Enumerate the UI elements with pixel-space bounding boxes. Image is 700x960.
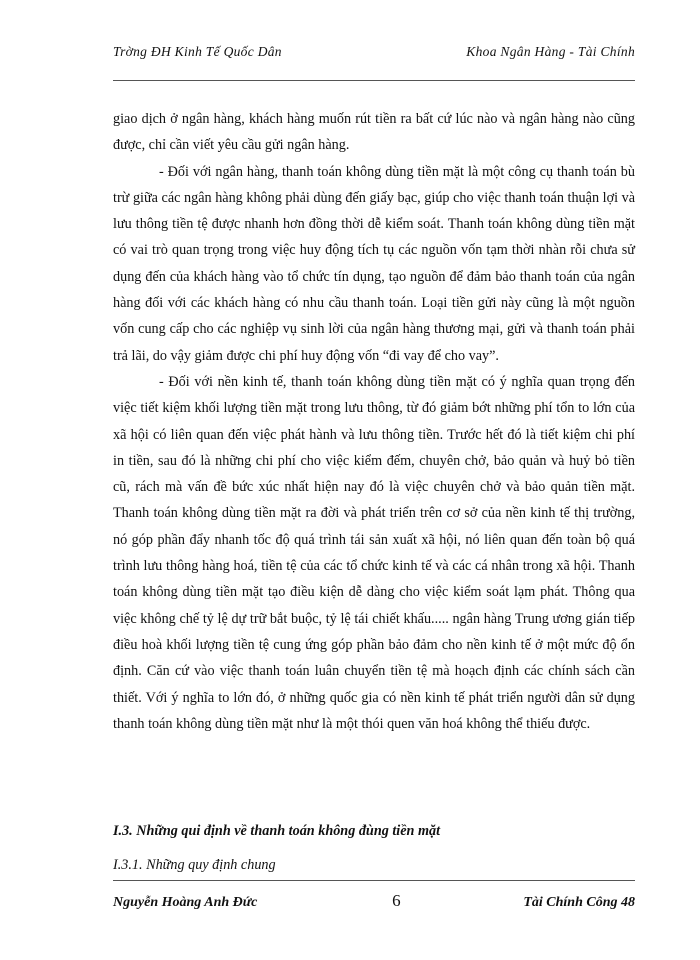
page-number: 6 bbox=[392, 891, 401, 910]
page-header bbox=[113, 44, 635, 60]
paragraph-continuation: giao dịch ở ngân hàng, khách hàng muốn rút tiền ra bất cứ lúc nào và ngân hàng nào cũng được, chỉ cần viết yêu cầu gửi ngân hàng. bbox=[113, 111, 635, 154]
footer-author: Nguyễn Hoàng Anh Đức bbox=[113, 895, 258, 910]
subsection-heading: I.3.1. Những quy định chung bbox=[113, 857, 276, 873]
header-university: Trờng ĐH Kinh Tế Quốc Dân bbox=[113, 44, 282, 59]
paragraph-economy: - Đối với nền kinh tế, thanh toán không dùng tiền mặt có ý nghĩa quan trọng đến việc tiết kiệm khối lượng tiền mặt trong lưu thông, từ đó giảm bớt những phí tổn to lớn của xã hội có liên quan đến việc phát hành và lưu thông tiền. Trước hết đó là tiết kiệm chi phí in tiền, sau đó là những chi phí cho việc kiểm đếm, chuyên chở, bảo quản và huỷ bỏ tiền cũ, rách mà vấn đề bức xúc nhất hiện nay đó là việc chuyên chở và bảo quản tiền mặt. Thanh toán không dùng tiền mặt ra đời và phát triển trên cơ sở của nền kinh tế thị trường, nó góp phần đẩy nhanh tốc độ quá trình tái sản xuất xã hội, nó liên quan đến toàn bộ quá trình lưu thông hàng hoá, tiền tệ của các tổ chức kinh tế và các cá nhân trong xã hội. Thanh toán không dùng tiền mặt tạo điều kiện dễ dàng cho việc kiểm soát lạm phát. Thông qua việc không chế tỷ lệ dự trữ bắt buộc, tỷ lệ tái chiết khấu..... ngân hàng Trung ương gián tiếp điều hoà khối lượng tiền tệ cung ứng góp phần bảo đảm cho nền kinh tế ở một mức độ ổn định. Căn cứ vào việc thanh toán luân chuyển tiền tệ mà hoạch định các chính sách cần thiết. Với ý nghĩa to lớn đó, ở những quốc gia có nền kinh tế phát triển người dân sử dụng thanh toán không dùng tiền mặt như là một thói quen văn hoá không thể thiếu được. bbox=[113, 373, 635, 732]
header-faculty: Khoa Ngân Hàng - Tài Chính bbox=[466, 44, 635, 59]
page-footer bbox=[113, 891, 635, 911]
section-heading: I.3. Những qui định về thanh toán không đùng tiền mặt bbox=[113, 823, 441, 839]
footer-class: Tài Chính Công 48 bbox=[523, 895, 635, 910]
header-rule bbox=[113, 80, 635, 81]
body-text bbox=[113, 106, 635, 737]
footer-rule bbox=[113, 880, 635, 881]
paragraph-bank: - Đối với ngân hàng, thanh toán không dùng tiền mặt là một công cụ thanh toán bù trừ giữa các ngân hàng không phải dùng đến giấy bạc, giúp cho việc thanh toán thuận lợi và lưu thông tiền tệ được nhanh hơn đồng thời dễ kiểm soát. Thanh toán không dùng tiền mặt có vai trò quan trọng trong việc huy động tích tụ các nguồn vốn tạm thời nhàn rỗi chưa sử dụng đến của khách hàng vào tổ chức tín dụng, tạo nguồn để đảm bảo thanh toán của ngân hàng đối với các khách hàng có nhu cầu thanh toán. Loại tiền gửi này cũng là một nguồn vốn cung cấp cho các nghiệp vụ sinh lời của ngân hàng thương mại, gửi và thanh toán phải trả lãi, do vậy giảm được chi phí huy động vốn “đi vay để cho vay”. bbox=[113, 163, 635, 364]
